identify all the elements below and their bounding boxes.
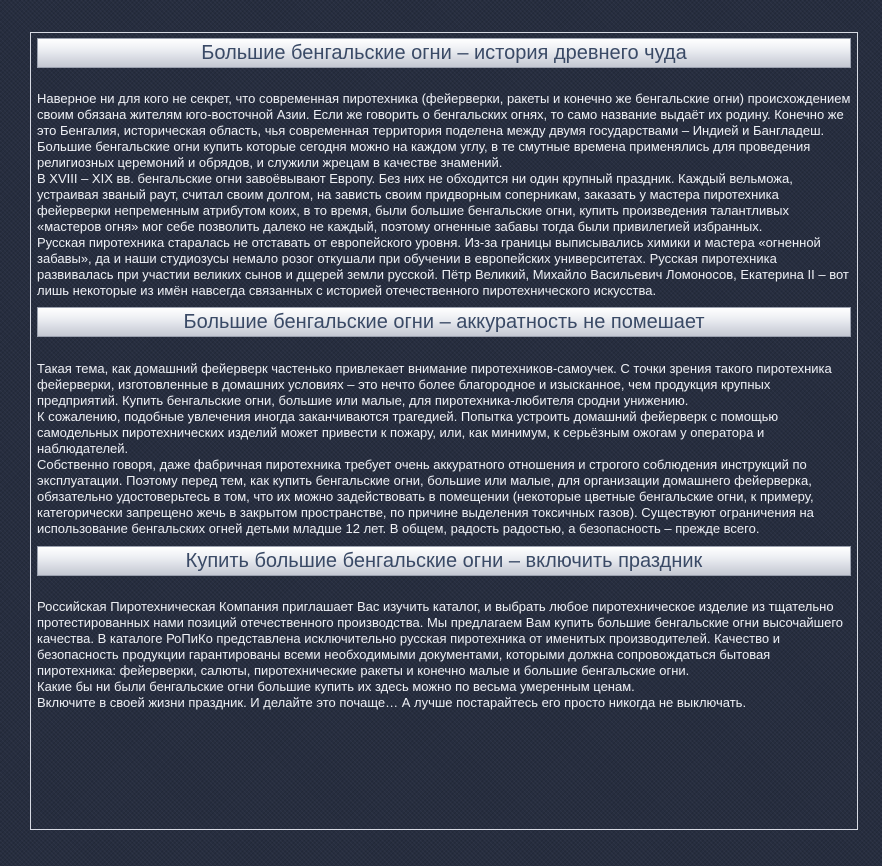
paragraph: Собственно говоря, даже фабричная пиротехника требует очень аккуратного отношения и строгого соблюдения инструкций по эксплуатации. Поэтому перед тем, как купить бенгальские огни, большие или малые, для организации домашнего фейерверка, обязательно удостоверьтесь в том, что их можно задействовать в помещении (некоторые цветные бенгальские огни, к примеру, категорически запрещено жечь в закрытом пространстве, по причине выделения токсичных газов). Существуют ограничения на использование бенгальских огней детьми младше 12 лет. В общем, радость радостью, а безопасность – прежде всего. [37, 457, 814, 536]
paragraph: Русская пиротехника старалась не отставать от европейского уровня. Из-за границы выписывались химики и мастера «огненной забавы», да и наши студиозусы немало розог откушали при обучении в европейских университетах. Русская пиротехника развивалась при участии великих сынов и дщерей земли русской. Пётр Великий, Михайло Васильевич Ломоносов, Екатерина II – вот лишь некоторые из имён навсегда связанных с историей отечественного пиротехнического искусства. [37, 235, 849, 298]
section-title: Купить большие бенгальские огни – включить праздник [37, 546, 851, 576]
paragraph: К сожалению, подобные увлечения иногда заканчиваются трагедией. Попытка устроить домашний фейерверк с помощью самодельных пиротехнических изделий может привести к пожару, или, как минимум, к серьёзным ожогам у оператора и наблюдателей. [37, 409, 779, 456]
section-buy [37, 546, 851, 711]
section-body [37, 91, 851, 299]
paragraph: Какие бы ни были бенгальские огни большие купить их здесь можно по весьма умеренным ценам. [37, 679, 635, 694]
section-safety [37, 307, 851, 537]
paragraph: В XVIII – XIX вв. бенгальские огни завоёвывают Европу. Без них не обходится ни один крупный праздник. Каждый вельможа, устраивая званый раут, считал своим долгом, на зависть своим придворным соперникам, заказать у мастера пиротехника фейерверки непременным атрибутом коих, в то время, были большие бенгальские огни, купить произведения талантливых «мастеров огня» мог себе позволить далеко не каждый, поэтому огненные забавы тогда были привилегией избранных. [37, 171, 793, 234]
section-history [37, 38, 851, 299]
paragraph: Наверное ни для кого не секрет, что современная пиротехника (фейерверки, ракеты и конечно же бенгальские огни) происхождением своим обязана жителям юго-восточной Азии. Если же говорить о бенгальских огнях, то само название выдаёт их родину. Конечно же это Бенгалия, историческая область, чья современная территория поделена между двумя государствами – Индией и Бангладеш. Большие бенгальские огни купить которые сегодня можно на каждом углу, в те смутные времена применялись для проведения религиозных церемоний и обрядов, и служили жрецам в качестве знамений. [37, 91, 851, 170]
section-title: Большие бенгальские огни – история древнего чуда [37, 38, 851, 68]
paragraph: Такая тема, как домашний фейерверк частенько привлекает внимание пиротехников-самоучек. С точки зрения такого пиротехника фейерверки, изготовленные в домашних условиях – это нечто более благородное и изысканное, чем продукция крупных предприятий. Купить бенгальские огни, большие или малые, для пиротехника-любителя сродни унижению. [37, 361, 832, 408]
paragraph: Российская Пиротехническая Компания приглашает Вас изучить каталог, и выбрать любое пиротехническое изделие из тщательно протестированных нами позиций отечественного производства. Мы предлагаем Вам купить большие бенгальские огни высочайшего качества. В каталоге РоПиКо представлена исключительно русская пиротехника от именитых производителей. Качество и безопасность продукции гарантированы всеми необходимыми документами, которыми должна сопровождаться бытовая пиротехника: фейерверки, салюты, пиротехнические ракеты и конечно малые и большие бенгальские огни. [37, 599, 844, 678]
section-body [37, 599, 851, 711]
paragraph: Включите в своей жизни праздник. И делайте это почаще… А лучше постарайтесь его просто никогда не выключать. [37, 695, 747, 710]
content-frame [30, 32, 858, 830]
section-body [37, 361, 851, 537]
section-title: Большие бенгальские огни – аккуратность не помешает [37, 307, 851, 337]
